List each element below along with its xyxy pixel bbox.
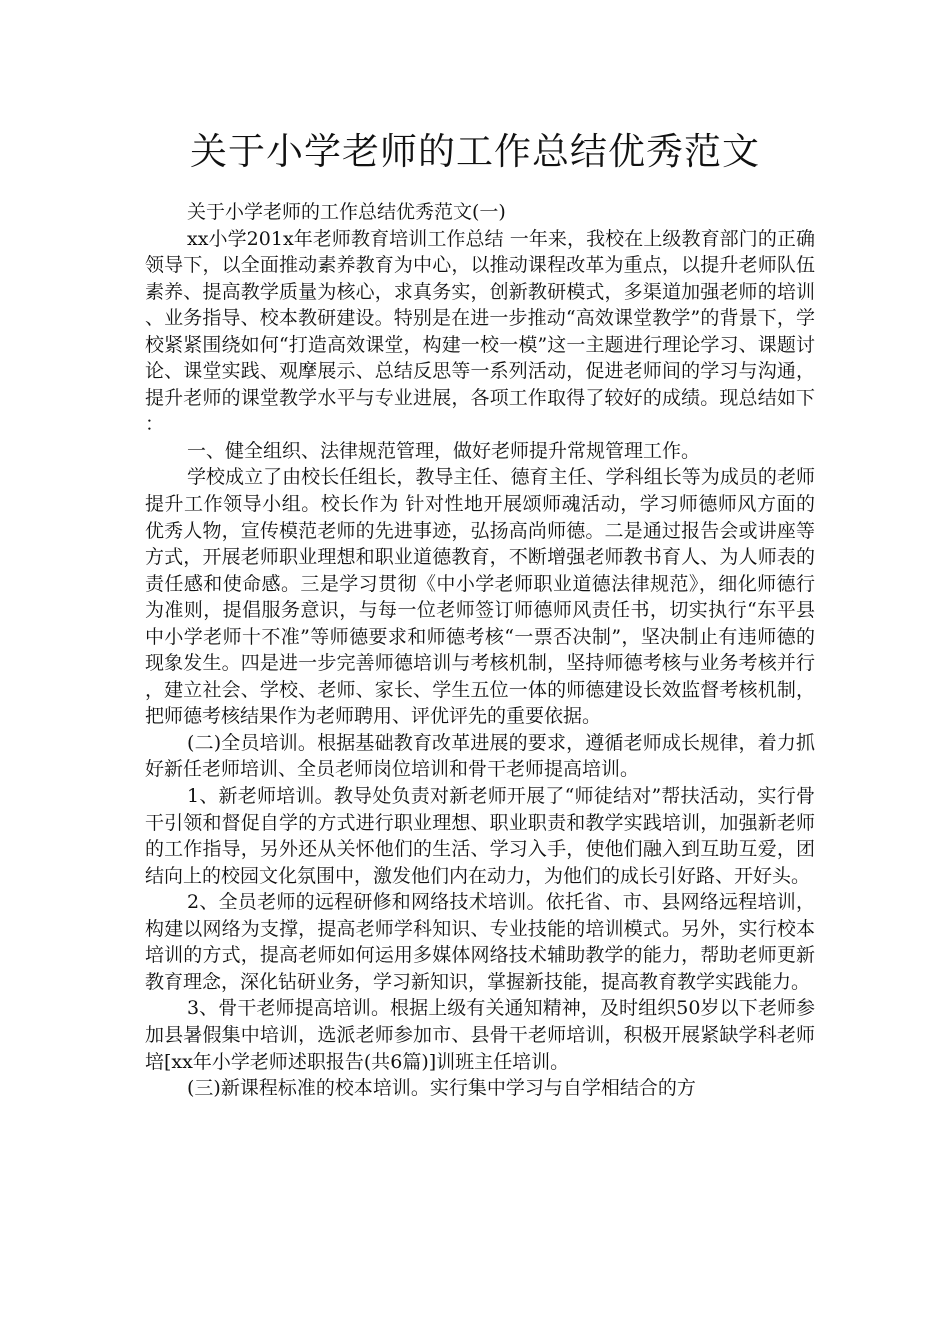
paragraph-subtitle: 关于小学老师的工作总结优秀范文(一)	[187, 201, 506, 223]
paragraph-new-teacher-training: 1、新老师培训。教导处负责对新老师开展了“师徒结对”帮扶活动，实行骨干引领和督促自学的方式进行职业理想、职业职责和教学实践培训，加强新老师的工作指导，另外还从关怀他们的生活、学习入手，使他们融入到互助互爱，团结向上的校园文化氛围中，激发他们内在动力，为他们的成长引好路、开好头。	[145, 785, 815, 887]
paragraph-school-based-training: (三)新课程标准的校本培训。实行集中学习与自学相结合的方	[187, 1077, 696, 1100]
document-body	[145, 199, 815, 1102]
paragraph-section-heading-1: 一、健全组织、法律规范管理，做好老师提升常规管理工作。	[187, 439, 701, 462]
paragraph-full-staff-training: (二)全员培训。根据基础教育改革进展的要求，遵循老师成长规律，着力抓好新任老师培训、全员老师岗位培训和骨干老师提高培训。	[145, 731, 815, 781]
paragraph-intro: xx小学201x年老师教育培训工作总结 一年来，我校在上级教育部门的正确领导下，以全面推动素养教育为中心，以推动课程改革为重点，以提升老师队伍素养、提高教学质量为核心，求真务实，创新教研模式，多渠道加强老师的培训、业务指导、校本教研建设。特别是在进一步推动“高效课堂教学”的背景下，学校紧紧围绕如何“打造高效课堂，构建一校一模”这一主题进行理论学习、课题讨论、课堂实践、观摩展示、总结反思等一系列活动，促进老师间的学习与沟通，提升老师的课堂教学水平与专业进展，各项工作取得了较好的成绩。现总结如下：	[145, 227, 815, 436]
document-title: 关于小学老师的工作总结优秀范文	[190, 130, 760, 173]
paragraph-leadership: 学校成立了由校长任组长，教导主任、德育主任、学科组长等为成员的老师提升工作领导小组。校长作为 针对性地开展颂师魂活动，学习师德师风方面的优秀人物，宣传模范老师的先进事迹，弘扬高尚师德。二是通过报告会或讲座等方式，开展老师职业理想和职业道德教育，不断增强老师教书育人、为人师表的责任感和使命感。三是学习贯彻《中小学老师职业道德法律规范》，细化师德行为准则，提倡服务意识，与每一位老师签订师德师风责任书，切实执行“东平县中小学老师十不准”等师德要求和师德考核“一票否决制”，坚决制止有违师德的现象发生。四是进一步完善师德培训与考核机制，坚持师德考核与业务考核并行，建立社会、学校、老师、家长、学生五位一体的师德建设长效监督考核机制，把师德考核结果作为老师聘用、评优评先的重要依据。	[145, 466, 815, 728]
paragraph-backbone-training: 3、骨干老师提高培训。根据上级有关通知精神，及时组织50岁以下老师参加县暑假集中培训，选派老师参加市、县骨干老师培训，积极开展紧缺学科老师培[xx年小学老师述职报告(共6篇)]训班主任培训。	[145, 997, 815, 1073]
paragraph-remote-training: 2、全员老师的远程研修和网络技术培训。依托省、市、县网络远程培训，构建以网络为支撑，提高老师学科知识、专业技能的培训模式。另外，实行校本培训的方式，提高老师如何运用多媒体网络技术辅助教学的能力，帮助老师更新教育理念，深化钻研业务，学习新知识，掌握新技能，提高教育教学实践能力。	[145, 891, 815, 993]
